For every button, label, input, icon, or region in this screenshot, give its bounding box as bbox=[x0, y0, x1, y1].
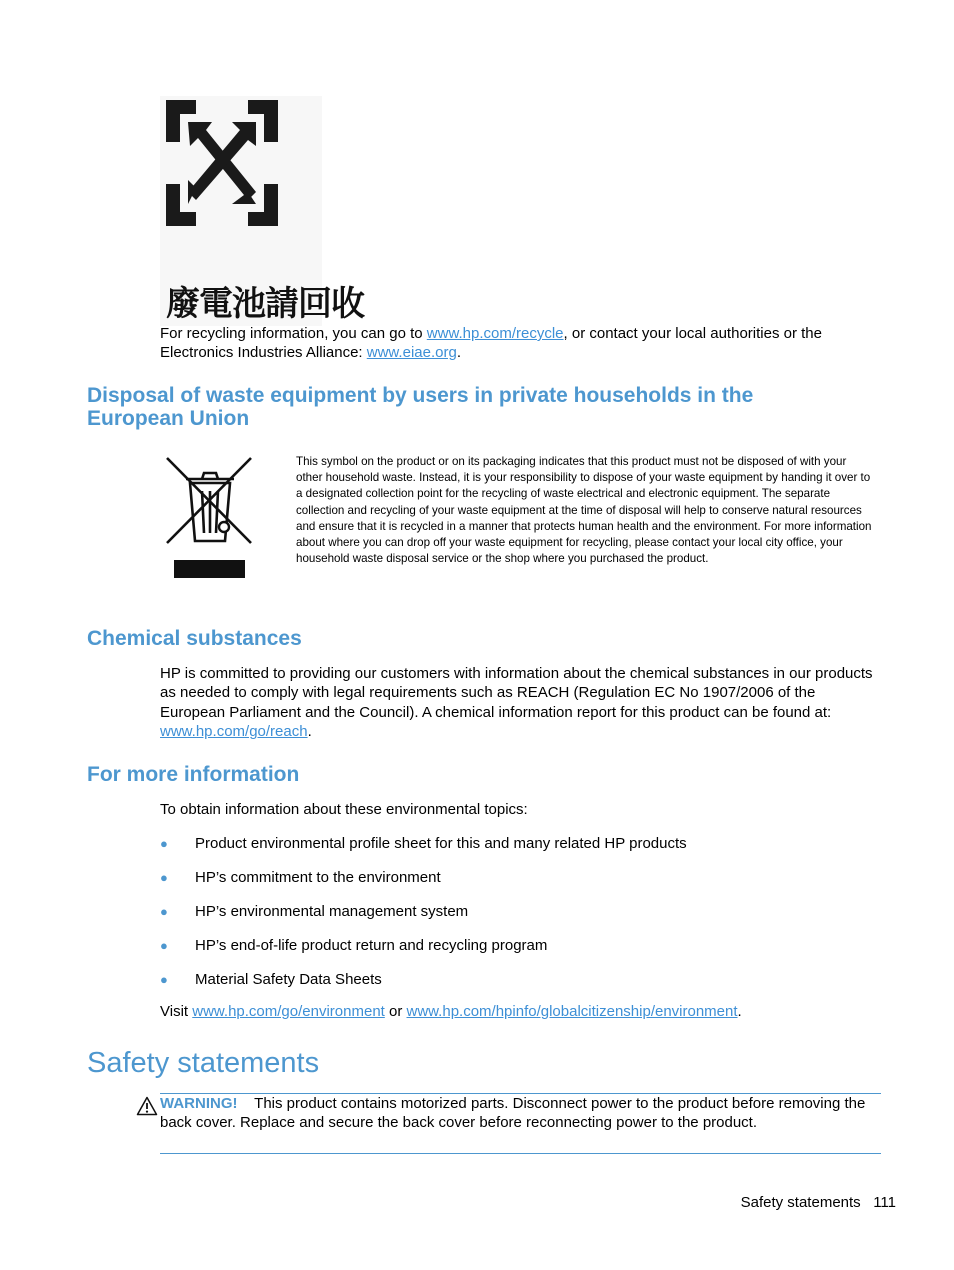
bullet-icon: ● bbox=[160, 836, 168, 851]
warning-bottom-rule bbox=[160, 1153, 881, 1154]
weee-heading: Disposal of waste equipment by users in private households in the European Union bbox=[87, 384, 754, 430]
more-info-intro: To obtain information about these environmental topics: bbox=[160, 801, 528, 818]
battery-recycle-logo bbox=[160, 96, 364, 326]
crossed-out-bin-icon bbox=[164, 455, 256, 581]
hp-reach-link[interactable]: www.hp.com/go/reach bbox=[160, 723, 308, 741]
warning-label: WARNING! bbox=[160, 1095, 238, 1112]
safety-heading: Safety statements bbox=[87, 1047, 320, 1079]
bullet-icon: ● bbox=[160, 972, 168, 987]
chinese-battery-caption: 廢電池請回收 bbox=[166, 284, 364, 324]
hp-recycle-link[interactable]: www.hp.com/recycle bbox=[426, 325, 564, 342]
hp-globalcitizenship-link[interactable]: www.hp.com/hpinfo/globalcitizenship/environment bbox=[406, 1003, 738, 1020]
bullet-icon: ● bbox=[160, 870, 168, 885]
environment-topics-list bbox=[160, 834, 880, 1004]
recycling-info-paragraph: For recycling information, you can go to www.hp.com/recycle, or contact your local authorities or the Electronics Industries Alliance: www.eiae.org. bbox=[160, 325, 822, 362]
chemical-heading: Chemical substances bbox=[87, 627, 302, 650]
more-info-heading: For more information bbox=[87, 763, 300, 786]
warning-triangle-icon bbox=[136, 1096, 158, 1116]
recycle-arrows-icon bbox=[160, 96, 322, 236]
list-item: ● HP’s end-of-life product return and recycling program bbox=[160, 937, 548, 954]
hp-environment-link[interactable]: www.hp.com/go/environment bbox=[192, 1003, 385, 1020]
visit-paragraph: Visit www.hp.com/go/environment or www.hp.com/hpinfo/globalcitizenship/environment. bbox=[160, 1003, 742, 1020]
list-item: ● Material Safety Data Sheets bbox=[160, 971, 382, 988]
warning-note: WARNING! This product contains motorized parts. Disconnect power to the product before removing the back cover. Replace and secure the back cover before reconnecting power to the product. bbox=[160, 1095, 866, 1132]
page-number: 111 bbox=[873, 1194, 896, 1211]
list-item: ● HP’s commitment to the environment bbox=[160, 869, 441, 886]
weee-description: This symbol on the product or on its packaging indicates that this product must not be disposed of with your other household waste. Instead, it is your responsibility to dispose of your waste equipment by handing it over to a designated collection point for the recycling of waste electrical and electronic equipment. The separate collection and recycling of your waste equipment at the time of disposal will help to conserve natural resources and ensure that it is recycled in a manner that protects human health and the environment. For more information about where you can drop off your waste equipment for recycling, please contact your local city office, your household waste disposal service or the shop where you purchased the product. bbox=[296, 455, 872, 566]
eiae-link[interactable]: www.eiae.org bbox=[366, 344, 457, 362]
list-item: ● Product environmental profile sheet for this and many related HP products bbox=[160, 835, 687, 852]
list-item: ● HP’s environmental management system bbox=[160, 903, 469, 920]
footer-section-title: Safety statements bbox=[740, 1194, 861, 1211]
page-footer bbox=[600, 1193, 896, 1212]
bullet-icon: ● bbox=[160, 938, 168, 953]
bullet-icon: ● bbox=[160, 904, 168, 919]
chemical-paragraph: HP is committed to providing our customers with information about the chemical substances in our products as needed to comply with legal requirements such as REACH (Regulation EC No 1907/2006 of the European Parliament and the Council). A chemical information report for this product can be found at: www.hp.com/go/reach. bbox=[160, 665, 873, 741]
